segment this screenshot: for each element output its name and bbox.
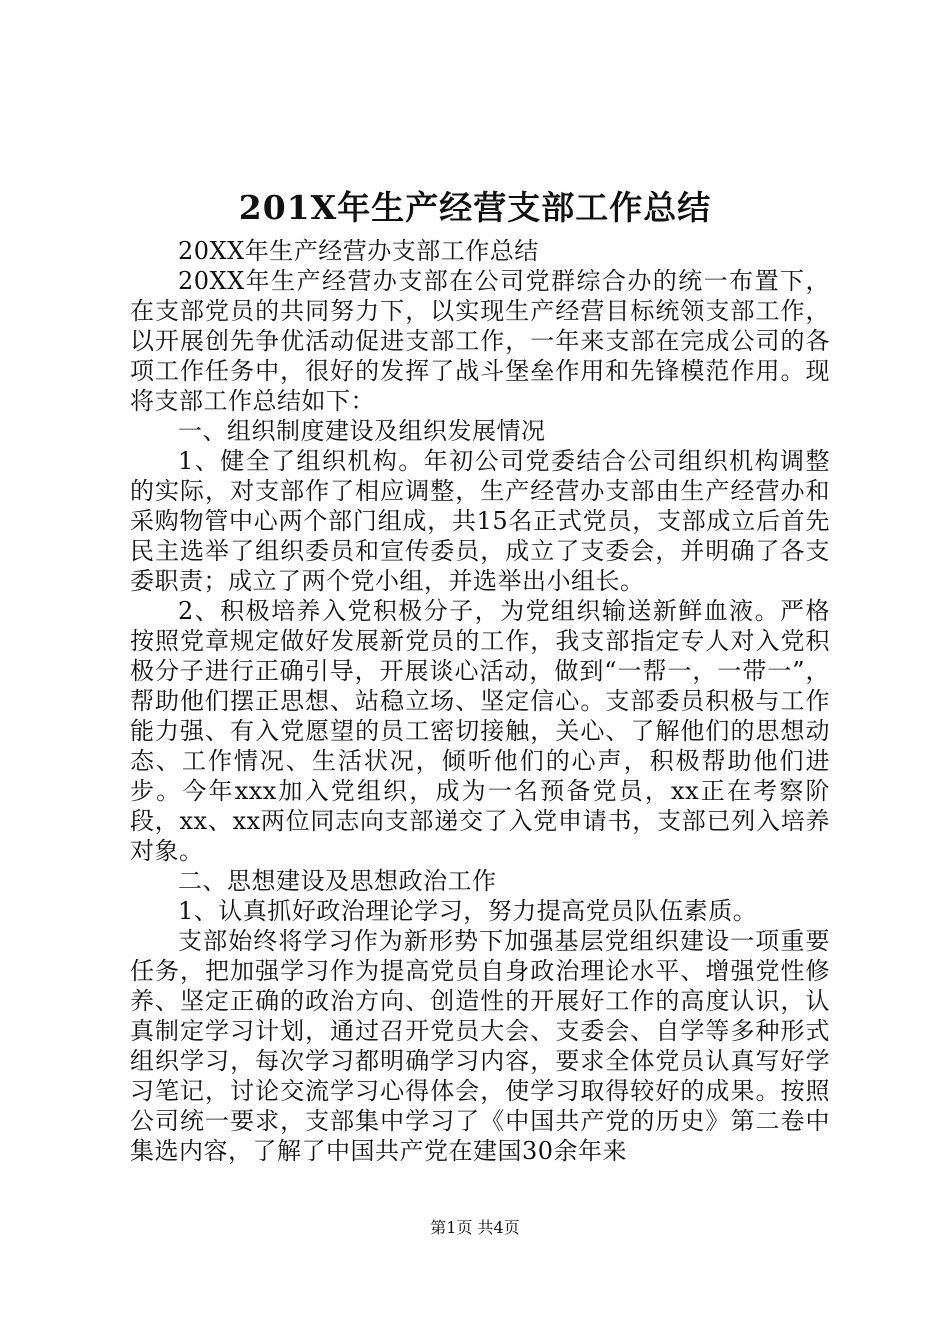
paragraph-2-1-body: 支部始终将学习作为新形势下加强基层党组织建设一项重要任务，把加强学习作为提高党员自身政治理论水平、增强党性修养、坚定正确的政治方向、创造性的开展好工作的高度认识，认真制定学习计划，通过召开党员大会、支委会、自学等多种形式组织学习，每次学习都明确学习内容，要求全体党员认真写好学习笔记，讨论交流学习心得体会，使学习取得较好的成果。按照公司统一要求，支部集中学习了《中国共产党的历史》第二卷中集选内容，了解了中国共产党在建国30余年来 xyxy=(130,927,830,1165)
paragraph-1-2: 2、积极培养入党积极分子，为党组织输送新鲜血液。严格按照党章规定做好发展新党员的工作，我支部指定专人对入党积极分子进行正确引导，开展谈心活动，做到“一帮一，一带一”，帮助他们摆正思想、站稳立场、坚定信心。支部委员积极与工作能力强、有入党愿望的员工密切接触，关心、了解他们的思想动态、工作情况、生活状况，倾听他们的心声，积极帮助他们进步。今年xxx加入党组织，成为一名预备党员，xx正在考察阶段，xx、xx两位同志向支部递交了入党申请书，支部已列入培养对象。 xyxy=(130,597,830,865)
section-heading-1: 一、组织制度建设及组织发展情况 xyxy=(178,417,546,445)
paragraph-intro: 20XX年生产经营办支部在公司党群综合办的统一布置下，在支部党员的共同努力下，以实现生产经营目标统领支部工作，以开展创先争优活动促进支部工作，一年来支部在完成公司的各项工作任务中，很好的发挥了战斗堡垒作用和先锋模范作用。现将支部工作总结如下： xyxy=(130,267,830,415)
document-body xyxy=(130,236,830,1166)
paragraph-subtitle: 20XX年生产经营办支部工作总结 xyxy=(178,237,539,265)
document-title: 201X年生产经营支部工作总结 xyxy=(238,188,712,227)
paragraph-1-1: 1、健全了组织机构。年初公司党委结合公司组织机构调整的实际，对支部作了相应调整，生产经营办支部由生产经营办和采购物管中心两个部门组成，共15名正式党员，支部成立后首先民主选举了组织委员和宣传委员，成立了支委会，并明确了各支委职责；成立了两个党小组，并选举出小组长。 xyxy=(130,447,830,595)
section-heading-2: 二、思想建设及思想政治工作 xyxy=(178,867,497,895)
paragraph-2-1-heading: 1、认真抓好政治理论学习，努力提高党员队伍素质。 xyxy=(178,897,758,925)
page-footer: 第1页 共4页 xyxy=(430,1218,520,1237)
